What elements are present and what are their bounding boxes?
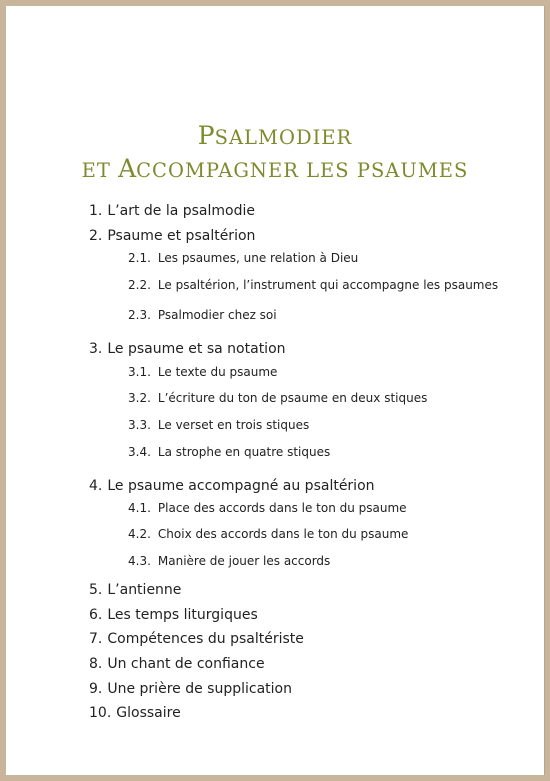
toc-chapter-9: 9. Une prière de supplication	[89, 681, 292, 697]
toc-chapter-4: 4. Le psaume accompagné au psaltérion	[89, 478, 375, 494]
toc-section-4-3: 4.3. Manière de jouer les accords	[128, 554, 331, 568]
toc-section-3-1: 3.1. Le texte du psaume	[128, 365, 278, 379]
toc-chapter-10: 10. Glossaire	[89, 705, 181, 721]
toc-section-2-2: 2.2. Le psaltérion, l’instrument qui accompagne les psaumes	[128, 278, 499, 292]
subtitle-rest: CCOMPAGNER LES PSAUMES	[136, 159, 469, 182]
subtitle-initial: A	[118, 154, 137, 183]
toc-chapter-5: 5. L’antienne	[89, 582, 182, 598]
subtitle-start: ET	[81, 159, 119, 182]
document-page	[6, 6, 545, 775]
toc-chapter-7: 7. Compétences du psaltériste	[89, 631, 304, 647]
toc-chapter-2: 2. Psaume et psaltérion	[89, 228, 256, 244]
toc-chapter-6: 6. Les temps liturgiques	[89, 607, 258, 623]
toc-section-4-2: 4.2. Choix des accords dans le ton du psaume	[128, 527, 409, 541]
title-rest: SALMODIER	[214, 126, 353, 149]
toc-chapter-3: 3. Le psaume et sa notation	[89, 341, 286, 357]
toc-section-3-2: 3.2. L’écriture du ton de psaume en deux stiques	[128, 391, 428, 405]
toc-section-2-1: 2.1. Les psaumes, une relation à Dieu	[128, 251, 359, 265]
toc-section-2-3: 2.3. Psalmodier chez soi	[128, 308, 277, 322]
title-initial: P	[197, 121, 215, 150]
toc-section-3-3: 3.3. Le verset en trois stiques	[128, 418, 310, 432]
table-of-contents	[6, 6, 544, 775]
toc-section-4-1: 4.1. Place des accords dans le ton du psaume	[128, 501, 407, 515]
toc-section-3-4: 3.4. La strophe en quatre stiques	[128, 445, 331, 459]
toc-chapter-8: 8. Un chant de confiance	[89, 656, 265, 672]
toc-chapter-1: 1. L’art de la psalmodie	[89, 203, 255, 219]
